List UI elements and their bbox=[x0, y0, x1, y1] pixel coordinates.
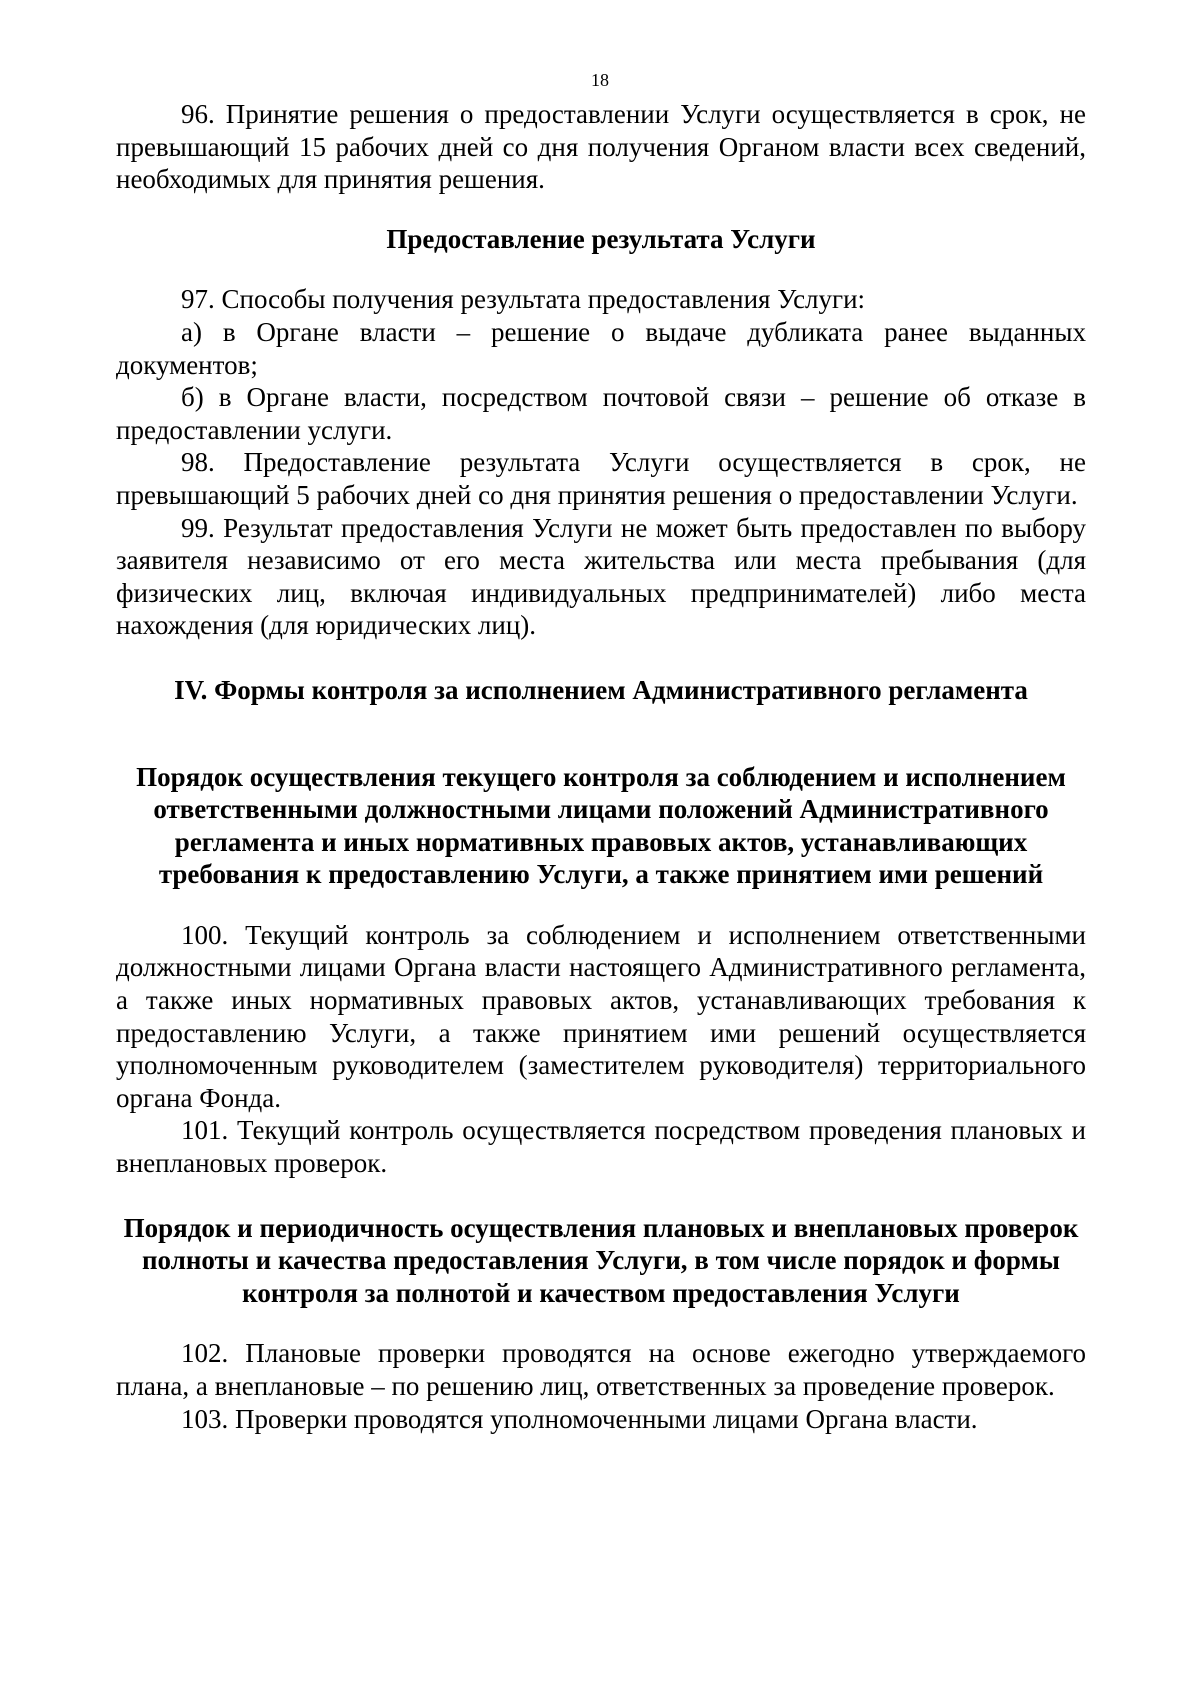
heading-result-provision: Предоставление результата Услуги bbox=[386, 223, 816, 254]
page-number: 18 bbox=[591, 70, 609, 90]
document-body bbox=[116, 98, 1086, 1435]
paragraph-101: 101. Текущий контроль осуществляется посредством проведения плановых и внеплановых проверок. bbox=[116, 1115, 1086, 1179]
heading-inspections: Порядок и периодичность осуществления плановых и внеплановых проверок полноты и качества предоставления Услуги, в том числе порядок и формы контроля за полнотой и качеством предоставления Услуги bbox=[123, 1212, 1079, 1308]
paragraph-97: 97. Способы получения результата предоставления Услуги: bbox=[181, 284, 866, 315]
paragraph-97-a: а) в Органе власти – решение о выдаче дубликата ранее выданных документов; bbox=[116, 316, 1086, 380]
section-4-title: IV. Формы контроля за исполнением Административного регламента bbox=[174, 674, 1028, 705]
paragraph-99: 99. Результат предоставления Услуги не может быть предоставлен по выбору заявителя независимо от его места жительства или места пребывания (для физических лиц, включая индивидуальных предпринимателей) либо места нахождения (для юридических лиц). bbox=[116, 512, 1086, 641]
paragraph-97-b: б) в Органе власти, посредством почтовой связи – решение об отказе в предоставлении услуги. bbox=[116, 382, 1086, 445]
paragraph-98: 98. Предоставление результата Услуги осуществляется в срок, не превышающий 5 рабочих дней со дня принятия решения о предоставлении Услуги. bbox=[116, 447, 1086, 510]
paragraph-103: 103. Проверки проводятся уполномоченными лицами Органа власти. bbox=[181, 1403, 978, 1434]
paragraph-102: 102. Плановые проверки проводятся на основе ежегодно утверждаемого плана, а внеплановые – по решению лиц, ответственных за проведение проверок. bbox=[116, 1338, 1086, 1401]
paragraph-96: 96. Принятие решения о предоставлении Услуги осуществляется в срок, не превышающий 15 рабочих дней со дня получения Органом власти всех сведений, необходимых для принятия решения. bbox=[116, 99, 1086, 195]
paragraph-100: 100. Текущий контроль за соблюдением и исполнением ответственными должностными лицами Органа власти настоящего Административного регламента, а также иных нормативных правовых актов, устанавливающих требования к предоставлению Услуги, а также принятием ими решений осуществляется уполномоченным руководителем (заместителем руководителя) территориального органа Фонда. bbox=[116, 919, 1086, 1113]
heading-current-control: Порядок осуществления текущего контроля за соблюдением и исполнением ответственными должностными лицами положений Административного регламента и иных нормативных правовых актов, устанавливающих требования к предоставлению Услуги, а также принятием ими решений bbox=[136, 761, 1066, 890]
